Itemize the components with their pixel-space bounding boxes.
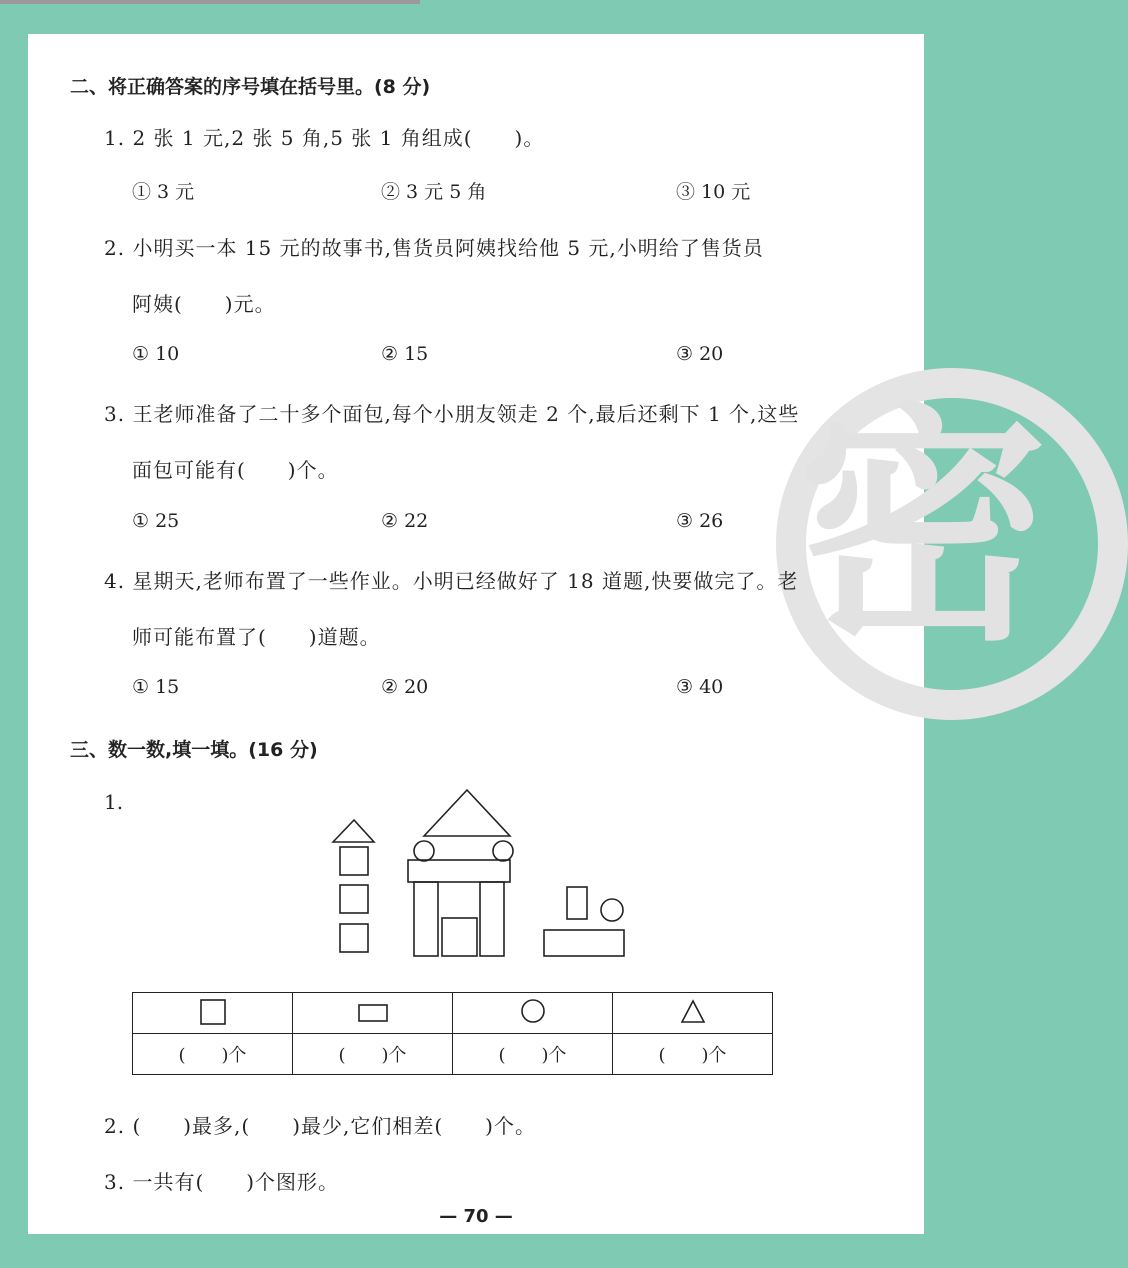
question-3-1-label: 1. [104, 790, 124, 814]
tower-square-1 [340, 847, 368, 875]
right-circle [493, 841, 513, 861]
answer-blank-triangle[interactable]: ( )个 [613, 1034, 773, 1075]
tower-triangle [333, 820, 374, 842]
question-3-2-text: 2. ( )最多,( )最少,它们相差( )个。 [104, 1114, 536, 1138]
q1-option-3: ③ 10 元 [676, 181, 751, 203]
table-cell-triangle [613, 993, 773, 1034]
tower-square-3 [340, 924, 368, 952]
q4-option-2: ② 20 [381, 676, 429, 698]
table-icon-row [133, 993, 773, 1034]
small-circle [601, 899, 623, 921]
question-3-line2: 面包可能有( )个。 [132, 458, 339, 482]
rectangle-icon [356, 996, 390, 1026]
question-4-line1: 4. 星期天,老师布置了一些作业。小明已经做好了 18 道题,快要做完了。老 [104, 569, 799, 593]
door-square [442, 918, 477, 956]
page-number: — 70 — [439, 1206, 513, 1227]
q2-option-3: ③ 20 [676, 343, 724, 365]
circle-icon [518, 996, 548, 1026]
small-upright-rectangle [567, 887, 587, 919]
q3-option-1: ① 25 [132, 510, 180, 532]
left-circle [414, 841, 434, 861]
roof-triangle [424, 790, 510, 836]
top-edge-bar [0, 0, 420, 4]
section3-title: 三、数一数,填一填。(16 分) [70, 739, 318, 761]
table-answer-row [133, 1034, 773, 1075]
question-1-text: 1. 2 张 1 元,2 张 5 角,5 张 1 角组成( )。 [104, 126, 545, 150]
table-cell-square [133, 993, 293, 1034]
answer-blank-rectangle[interactable]: ( )个 [293, 1034, 453, 1075]
q2-option-2: ② 15 [381, 343, 429, 365]
block-shapes-figure [28, 34, 924, 994]
q3-option-3: ③ 26 [676, 510, 724, 532]
question-4-line2: 师可能布置了( )道题。 [132, 625, 381, 649]
question-3-3-text: 3. 一共有( )个图形。 [104, 1170, 340, 1194]
answer-blank-square[interactable]: ( )个 [133, 1034, 293, 1075]
table-cell-rectangle [293, 993, 453, 1034]
q1-option-2: ② 3 元 5 角 [381, 181, 487, 203]
question-3-line1: 3. 王老师准备了二十多个面包,每个小朋友领走 2 个,最后还剩下 1 个,这些 [104, 402, 800, 426]
square-icon [198, 996, 228, 1026]
q1-option-1: ① 3 元 [132, 181, 195, 203]
triangle-icon [678, 996, 708, 1026]
right-pillar [480, 882, 504, 956]
beam-rectangle [408, 860, 510, 882]
watermark-seal-glyph: 密 [798, 383, 1048, 674]
q4-option-1: ① 15 [132, 676, 180, 698]
tower-square-2 [340, 885, 368, 913]
shape-count-table [132, 992, 773, 1075]
answer-blank-circle[interactable]: ( )个 [453, 1034, 613, 1075]
q3-option-2: ② 22 [381, 510, 429, 532]
question-2-line2: 阿姨( )元。 [132, 292, 276, 316]
table-cell-circle [453, 993, 613, 1034]
base-rectangle [544, 930, 624, 956]
q4-option-3: ③ 40 [676, 676, 724, 698]
section2-title: 二、将正确答案的序号填在括号里。(8 分) [70, 76, 431, 98]
worksheet-page [28, 34, 1048, 1234]
q2-option-1: ① 10 [132, 343, 180, 365]
left-pillar [414, 882, 438, 956]
question-2-line1: 2. 小明买一本 15 元的故事书,售货员阿姨找给他 5 元,小明给了售货员 [104, 236, 764, 260]
